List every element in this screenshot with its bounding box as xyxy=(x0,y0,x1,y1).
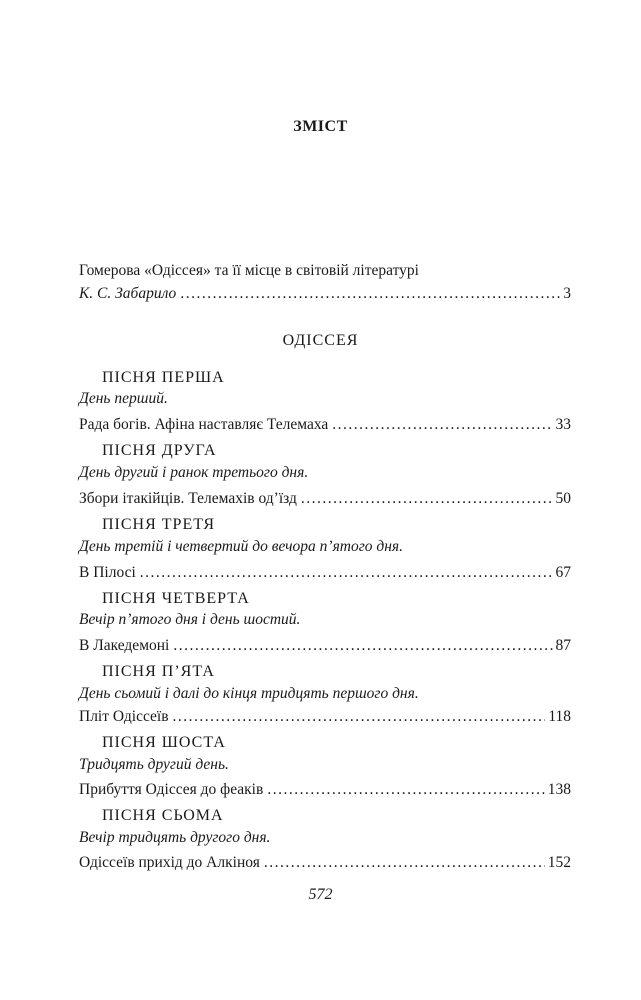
toc-entry xyxy=(79,563,571,583)
intro-page: 3 xyxy=(563,285,571,302)
song-title: ПІСНЯ СЬОМА xyxy=(102,807,224,824)
toc-entry xyxy=(79,780,571,800)
song-title: ПІСНЯ ТРЕТЯ xyxy=(102,516,216,533)
song-title: ПІСНЯ П’ЯТА xyxy=(102,663,215,680)
leader-dots xyxy=(173,707,546,727)
entry-title: В Пілосі xyxy=(79,564,136,581)
toc-entry xyxy=(79,707,571,727)
page-number: 572 xyxy=(308,886,333,903)
intro-author: К. С. Забарило xyxy=(79,285,177,302)
leader-dots xyxy=(332,415,552,435)
leader-dots xyxy=(173,636,552,656)
entry-title: Пліт Одіссеїв xyxy=(79,708,169,725)
song-subtitle: Тридцять другий день. xyxy=(79,756,229,773)
leader-dots xyxy=(301,489,553,509)
leader-dots xyxy=(264,853,545,873)
toc-entry xyxy=(79,853,571,873)
song-subtitle: День другий і ранок третього дня. xyxy=(79,464,309,481)
song-subtitle: Вечір тридцять другого дня. xyxy=(79,829,271,846)
entry-page: 33 xyxy=(555,416,571,433)
toc-entry xyxy=(79,415,571,435)
toc-entry xyxy=(79,489,571,509)
entry-page: 138 xyxy=(547,781,571,798)
leader-dots xyxy=(180,284,560,304)
song-title: ПІСНЯ ЧЕТВЕРТА xyxy=(102,590,250,607)
entry-page: 118 xyxy=(548,708,571,725)
entry-page: 87 xyxy=(555,637,571,654)
song-subtitle: День сьомий і далі до кінця тридцять першого дня. xyxy=(79,685,419,702)
entry-title: В Лакедемоні xyxy=(79,637,170,654)
section-title: ОДІССЕЯ xyxy=(282,332,359,349)
entry-title: Рада богів. Афіна наставляє Телемаха xyxy=(79,416,329,433)
song-title: ПІСНЯ ПЕРША xyxy=(102,369,225,386)
song-subtitle: День перший. xyxy=(79,390,168,407)
entry-page: 67 xyxy=(555,564,571,581)
song-title: ПІСНЯ ДРУГА xyxy=(102,442,217,459)
intro-heading: Гомерова «Одіссея» та її місце в світовій літературі xyxy=(79,262,419,279)
song-subtitle: День третій і четвертий до вечора п’ятого дня. xyxy=(79,538,404,555)
song-subtitle: Вечір п’ятого дня і день шостий. xyxy=(79,611,301,628)
song-title: ПІСНЯ ШОСТА xyxy=(102,734,226,751)
entry-page: 152 xyxy=(547,854,571,871)
entry-page: 50 xyxy=(555,490,571,507)
page-title: ЗМІСТ xyxy=(293,118,348,135)
entry-title: Одіссеїв прихід до Алкіноя xyxy=(79,854,260,871)
entry-title: Прибуття Одіссея до феаків xyxy=(79,781,264,798)
entry-title: Збори ітакійців. Телемахів од’їзд xyxy=(79,490,297,507)
intro-entry xyxy=(79,284,571,304)
leader-dots xyxy=(267,780,544,800)
leader-dots xyxy=(140,563,553,583)
toc-entry xyxy=(79,636,571,656)
